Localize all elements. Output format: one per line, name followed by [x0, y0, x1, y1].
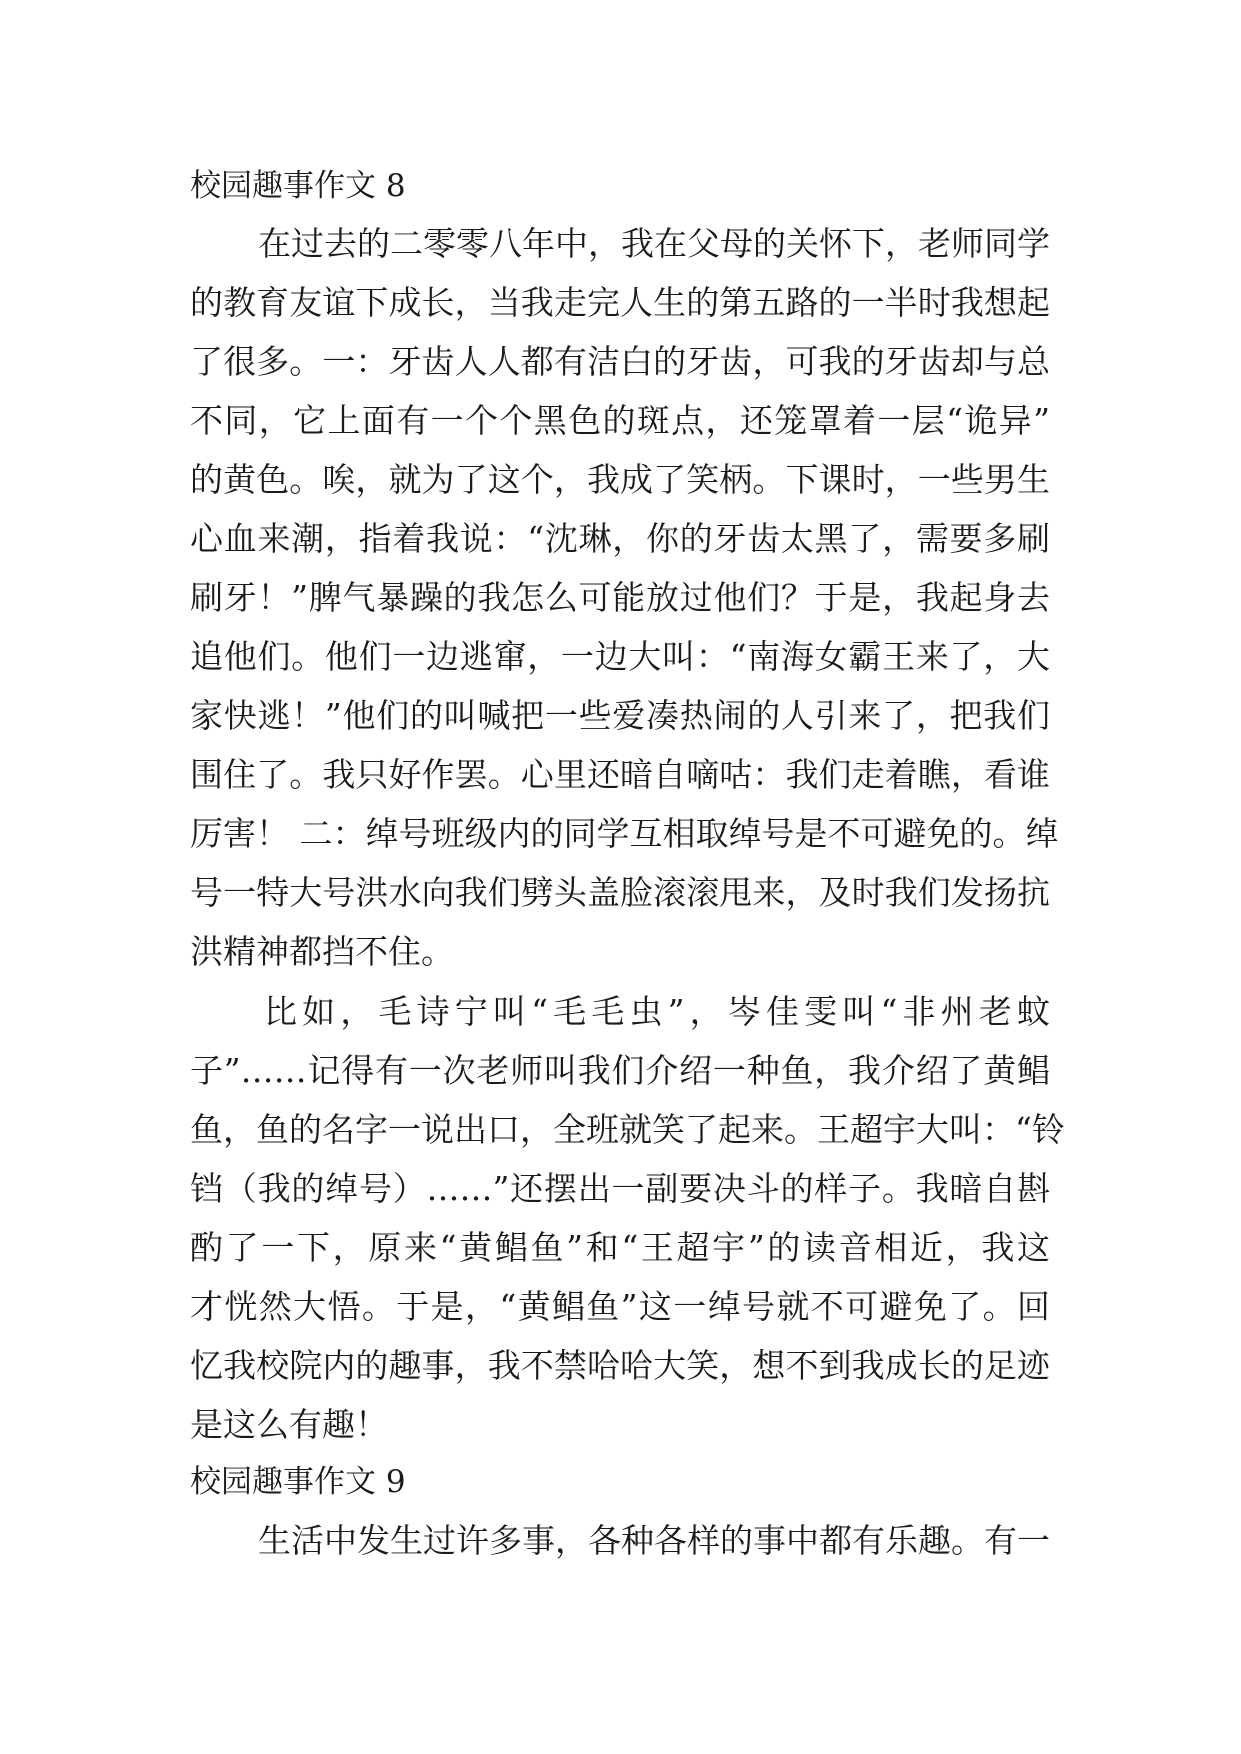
paragraph-line: 鱼，鱼的名字一说出口，全班就笑了起来。王超宇大叫：“铃 [190, 1110, 1065, 1149]
paragraph-line: 家快逃！”他们的叫喊把一些爱凑热闹的人引来了，把我们 [190, 696, 1050, 735]
paragraph-line: 厉害！ 二：绰号班级内的同学互相取绰号是不可避免的。绰 [190, 814, 1059, 853]
paragraph-line: 才恍然大悟。于是，“黄鲳鱼”这一绰号就不可避免了。回 [190, 1287, 1050, 1326]
paragraph-line: 酌了一下，原来“黄鲳鱼”和“王超宇”的读音相近，我这 [190, 1228, 1050, 1267]
paragraph-line: 洪精神都挡不住。 [190, 932, 454, 971]
paragraph-line: 心血来潮，指着我说：“沈琳，你的牙齿太黑了，需要多刷 [190, 519, 1050, 558]
paragraph-line: 在过去的二零零八年中，我在父母的关怀下，老师同学 [258, 224, 1050, 263]
paragraph-line: 忆我校院内的趣事，我不禁哈哈大笑，想不到我成长的足迹 [190, 1346, 1050, 1385]
paragraph-line: 铛（我的绰号）……”还摆出一副要决斗的样子。我暗自斟 [190, 1169, 1050, 1208]
paragraph-line: 追他们。他们一边逃窜，一边大叫：“南海女霸王来了，大 [190, 637, 1050, 676]
paragraph-line: 围住了。我只好作罢。心里还暗自嘀咕：我们走着瞧，看谁 [190, 755, 1050, 794]
paragraph-line: 比如，毛诗宁叫“毛毛虫”，岑佳雯叫“非州老蚊 [264, 992, 1050, 1031]
section-8-title: 校园趣事作文 8 [190, 168, 406, 204]
paragraph-line: 了很多。一：牙齿人人都有洁白的牙齿，可我的牙齿却与总 [190, 342, 1050, 381]
paragraph-line: 子”……记得有一次老师叫我们介绍一种鱼，我介绍了黄鲳 [190, 1051, 1050, 1090]
section-9-title: 校园趣事作文 9 [190, 1464, 406, 1500]
paragraph-line: 生活中发生过许多事，各种各样的事中都有乐趣。有一 [258, 1521, 1050, 1560]
paragraph-line: 的教育友谊下成长，当我走完人生的第五路的一半时我想起 [190, 283, 1050, 322]
paragraph-line: 号一特大号洪水向我们劈头盖脸滚滚甩来，及时我们发扬抗 [190, 873, 1050, 912]
paragraph-line: 不同，它上面有一个个黑色的斑点，还笼罩着一层“诡异” [190, 401, 1050, 440]
paragraph-line: 是这么有趣！ [190, 1405, 388, 1444]
paragraph-line: 的黄色。唉，就为了这个，我成了笑柄。下课时，一些男生 [190, 460, 1050, 499]
paragraph-line: 刷牙！”脾气暴躁的我怎么可能放过他们？于是，我起身去 [190, 578, 1050, 617]
